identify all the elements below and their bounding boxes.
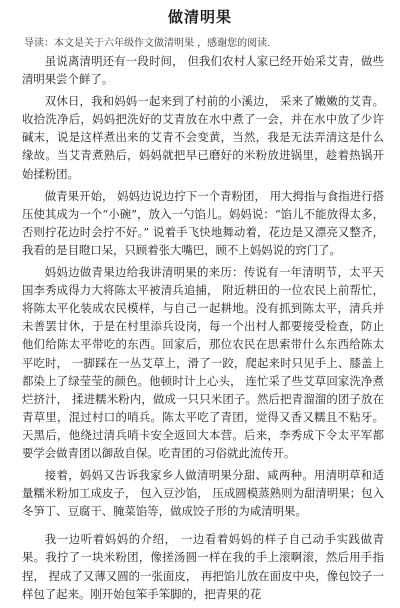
paragraph: 接着，妈妈又告诉我家乡人做清明果分甜、咸两种。用清明草和适量糯米粉加工成皮子， 包入豆沙馅， 压成圆模蒸熟则为甜清明果；包入冬笋丁、豆腐干、腌菜馅等，做成饺子形的为咸清明果。 bbox=[22, 468, 384, 519]
paragraph: 妈妈边做青果边给我讲清明果的来历：传说有一年清明节，太平天国李秀成得力大将陈太平被清兵追捕， 附近耕田的一位农民上前帮忙，将陈太平化装成农民模样，与自己一起耕地。没有抓到陈太平，清兵并未善罢甘休，于是在村里添兵设岗，每一个出村人都要接受检查，防止他们给陈太平带吃的东西。回家后，那位农民在思索带什么东西给陈太平吃时， 一脚踩在一丛艾草上，滑了一跤，爬起来时只见手上、膝盖上都染上了绿莹莹的颜色。他顿时计上心头， 连忙采了些艾草回家洗净煮烂挤汁， 揉进糯米粉内，做成一只只米团子。然后把青溜溜的团子放在青草里，混过村口的哨兵。陈太平吃了青团，觉得又香又糯且不粘牙。天黑后，他绕过清兵哨卡安全返回大本营。后来，李秀成下令太平军都要学会做青团以御敌自保。吃青团的习俗就此流传开。 bbox=[22, 265, 384, 460]
document-body bbox=[22, 52, 384, 607]
paragraph: 双休日，我和妈妈一起来到了村前的小溪边， 采来了嫩嫩的艾青。收拾洗净后，妈妈把洗好的艾青放在水中煮了一会，并在水中放了少许碱末，说是这样煮出来的艾青不会变黄，当然，我是无法弄清这是什么缘故。当艾青煮熟后，妈妈就把早已磨好的米粉放进锅里，趁着热锅开始揉粉团。 bbox=[22, 94, 384, 181]
paragraph: 做青果开始， 妈妈边说边拧下一个青粉团， 用大拇指与食指进行搭压使其成为一个“小碗”，放入一勺馅儿。妈妈说：“馅儿不能放得太多，否则拧花边时会拧不好。” 说着手飞快地舞动着，花边是又漂亮又整齐，我看的是目瞪口呆，只顾着张大嘴巴，顾不上妈妈说的窍门了。 bbox=[22, 188, 384, 257]
document-guide: 导读：本文是关于六年级作文做清明果 ，感谢您的阅读． bbox=[24, 38, 278, 49]
document-title: 做清明果 bbox=[167, 8, 232, 26]
paragraph: 我一边听着妈妈的介绍， 一边看着妈妈的样子自己动手实践做青果。我拧了一块米粉团，像搓汤圆一样在我的手上滚啊滚，然后用手指捏， 捏成了又薄又圆的一张面皮， 再把馅儿放在面皮中央，像包饺子一样包了起来。刚开始包笨手笨脚的，把青果的花 bbox=[22, 532, 384, 601]
paragraph: 虽说离清明还有一段时间， 但我们农村人家已经开始采艾青，做些清明果尝个鲜了。 bbox=[22, 54, 384, 87]
